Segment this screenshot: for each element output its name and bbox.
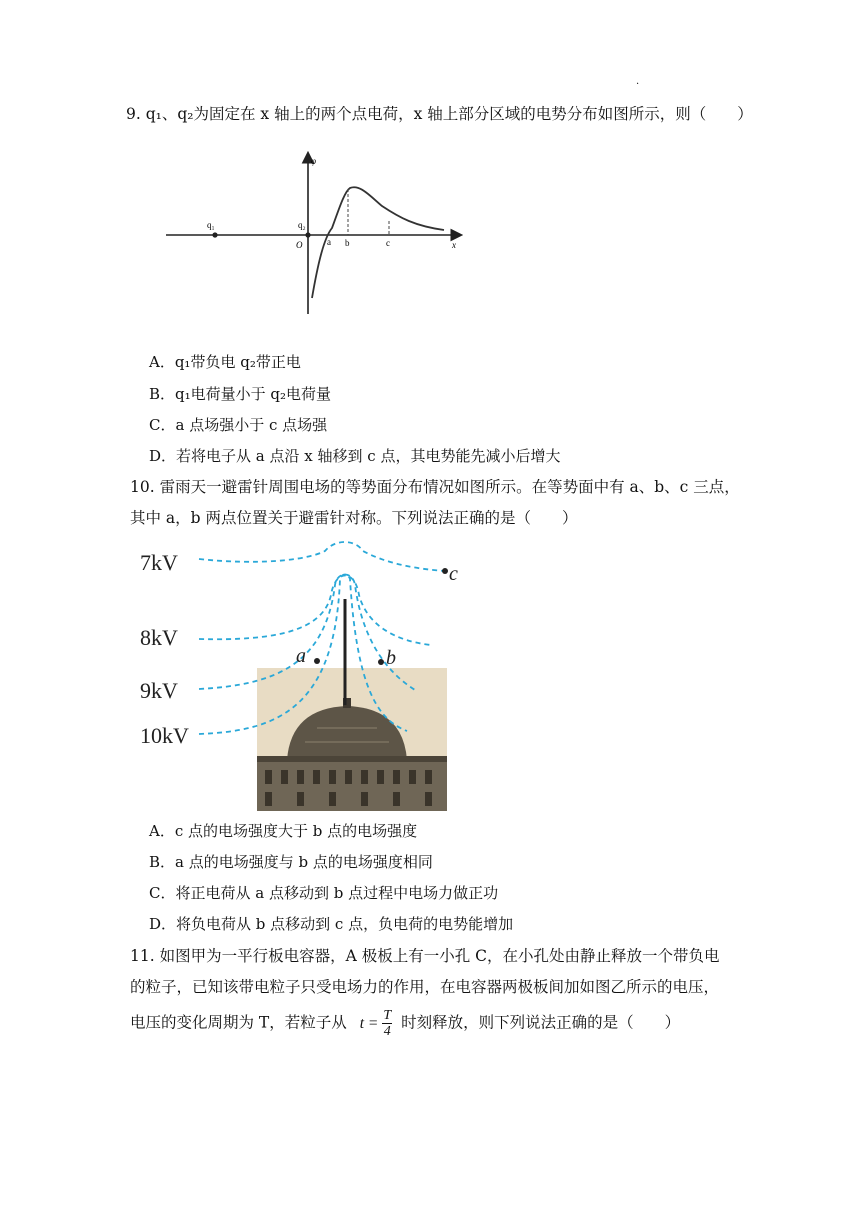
label-9kv: 9kV	[140, 678, 178, 703]
origin-label: O	[296, 240, 303, 250]
question-9-number: 9.	[126, 105, 141, 123]
q1-label: q₁	[207, 220, 215, 230]
question-11-line-2: 的粒子，已知该带电粒子只受电场力的作用，在电容器两极板间加如图乙所示的电压，	[130, 978, 720, 996]
question-9-option-a: A．q₁带负电 q₂带正电	[149, 353, 301, 371]
point-b-marker	[378, 659, 384, 665]
potential-graph	[160, 148, 470, 318]
formula-fraction	[382, 1008, 392, 1039]
formula-lhs: t =	[359, 1014, 379, 1032]
equipotential-figure	[195, 535, 475, 745]
point-c-marker	[442, 568, 448, 574]
question-11-line-3	[130, 1008, 680, 1039]
formula-denominator: 4	[383, 1024, 391, 1039]
label-10kv: 10kV	[140, 723, 189, 748]
question-9-option-d: D．若将电子从 a 点沿 x 轴移到 c 点，其电势能先减小后增大	[149, 447, 561, 465]
q2-label: q₂	[298, 220, 306, 230]
equipotential-8kv	[199, 576, 431, 646]
question-10-option-a: A．c 点的电场强度大于 b 点的电场强度	[149, 822, 418, 840]
question-11-line-3-start: 电压的变化周期为 T，若粒子从	[130, 1013, 347, 1032]
label-7kv: 7kV	[140, 550, 178, 575]
phi-label: φ	[311, 156, 316, 166]
question-9-text: q₁、q₂为固定在 x 轴上的两个点电荷，x 轴上部分区域的电势分布如图所示，则（ ）	[140, 105, 753, 123]
question-11-line-1: 11. 如图甲为一平行板电容器，A 极板上有一小孔 C，在小孔处由静止释放一个带负电	[130, 947, 720, 965]
point-a-marker	[314, 658, 320, 664]
point-b-label: b	[345, 238, 350, 248]
question-9-option-b: B．q₁电荷量小于 q₂电荷量	[149, 385, 332, 403]
question-9-option-c: C．a 点场强小于 c 点场强	[149, 416, 328, 434]
x-label: x	[452, 240, 456, 250]
label-a: a	[296, 645, 306, 667]
point-c-label: c	[386, 238, 390, 248]
q2-charge	[305, 232, 310, 237]
question-10-line-1: 10. 雷雨天一避雷针周围电场的等势面分布情况如图所示。在等势面中有 a、b、c 三点，	[130, 478, 740, 496]
question-9-stem	[126, 103, 753, 125]
question-10-option-c: C．将正电荷从 a 点移动到 b 点过程中电场力做正功	[149, 884, 499, 902]
question-10-line-2: 其中 a，b 两点位置关于避雷针对称。下列说法正确的是（ ）	[130, 509, 578, 527]
label-b: b	[386, 647, 396, 669]
question-10-option-b: B．a 点的电场强度与 b 点的电场强度相同	[149, 853, 433, 871]
question-11-line-3-end: 时刻释放，则下列说法正确的是（ ）	[401, 1013, 681, 1032]
potential-curve	[312, 187, 444, 298]
formula-numerator: T	[383, 1008, 392, 1023]
point-a-label: a	[327, 237, 331, 247]
label-c: c	[449, 563, 458, 585]
label-8kv: 8kV	[140, 625, 178, 650]
question-10-option-d: D．将负电荷从 b 点移动到 c 点，负电荷的电势能增加	[149, 915, 514, 933]
q1-charge	[212, 232, 217, 237]
equipotential-7kv	[199, 542, 445, 571]
equipotential-9kv	[199, 575, 415, 691]
page-dot: .	[636, 76, 640, 87]
